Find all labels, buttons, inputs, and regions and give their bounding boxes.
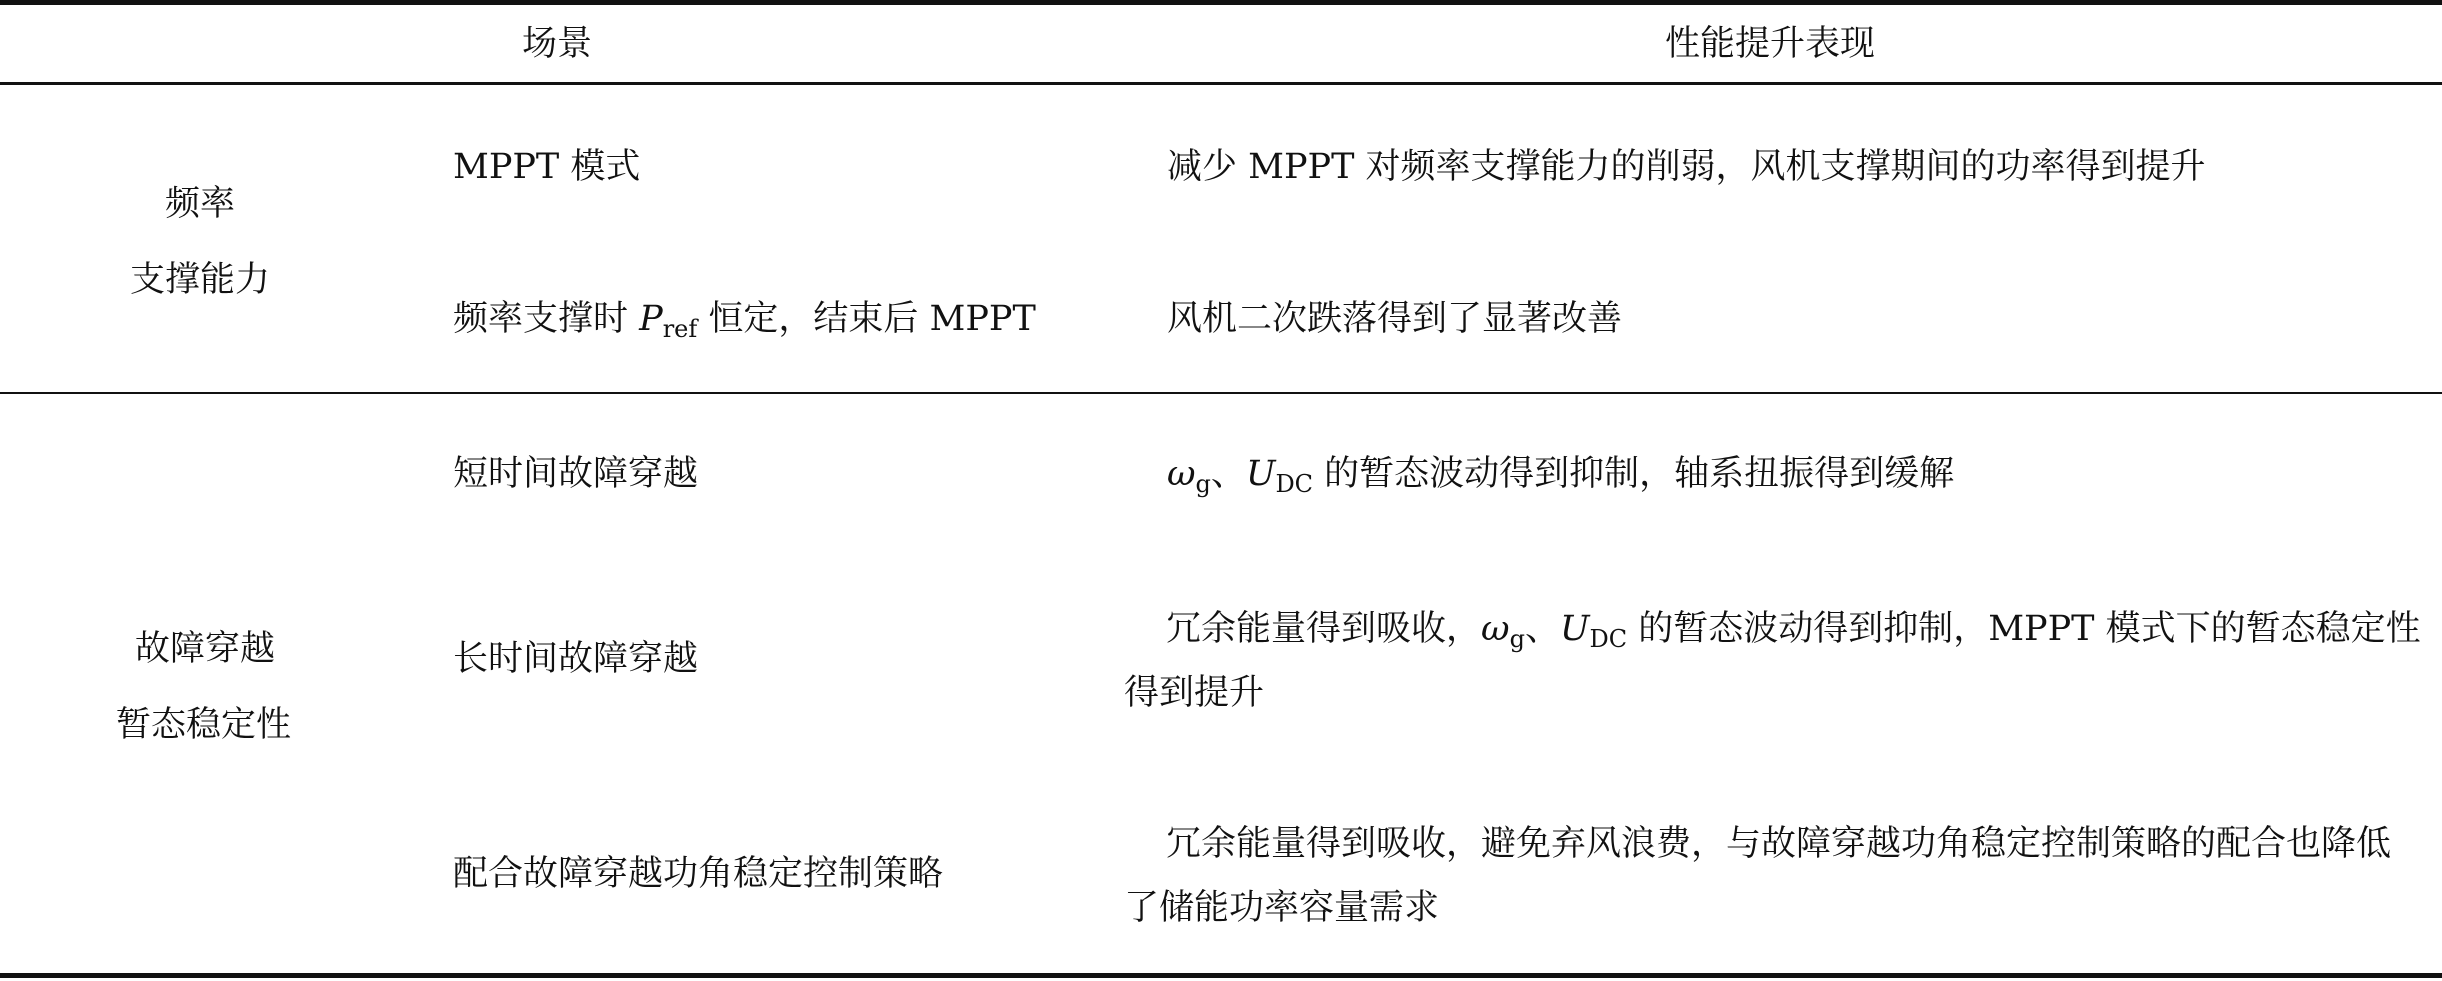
- header-performance: 性能提升表现: [1665, 24, 1876, 64]
- table-top-rule: [0, 0, 2442, 5]
- performance-cell: 冗余能量得到吸收，$\omega_g$、$U_{DC}$ 的暂态波动得到抑制，MPPT 模式下的暂态稳定性得到提升: [1124, 609, 2421, 713]
- scene-cell: 短时间故障穿越: [453, 454, 699, 494]
- performance-cell: 冗余能量得到吸收，避免弃风浪费，与故障穿越功角稳定控制策略的配合也降低了储能功率容量需求: [1124, 824, 2392, 928]
- table-header-rule: [0, 82, 2442, 85]
- category-frequency-line2: 支撑能力: [130, 260, 271, 300]
- performance-cell: 风机二次跌落得到了显著改善: [1167, 299, 1623, 339]
- category-fault-line1: 故障穿越: [135, 629, 276, 669]
- table-bottom-rule: [0, 973, 2442, 978]
- scene-cell: 频率支撑时 $P_{ref}$ 恒定，结束后 MPPT: [453, 299, 1036, 343]
- scene-cell: 配合故障穿越功角稳定控制策略: [453, 854, 944, 894]
- performance-cell: $\omega_g$、$U_{DC}$ 的暂态波动得到抑制，轴系扭振得到缓解: [1167, 454, 1955, 498]
- scene-cell: MPPT 模式: [453, 147, 641, 187]
- scene-cell: 长时间故障穿越: [453, 639, 699, 679]
- table-group-rule: [0, 392, 2442, 394]
- performance-cell: 减少 MPPT 对频率支撑能力的削弱，风机支撑期间的功率得到提升: [1167, 147, 2206, 187]
- category-fault-line2: 暂态稳定性: [116, 705, 292, 745]
- header-scene: 场景: [522, 24, 593, 64]
- category-frequency-line1: 频率: [165, 184, 236, 224]
